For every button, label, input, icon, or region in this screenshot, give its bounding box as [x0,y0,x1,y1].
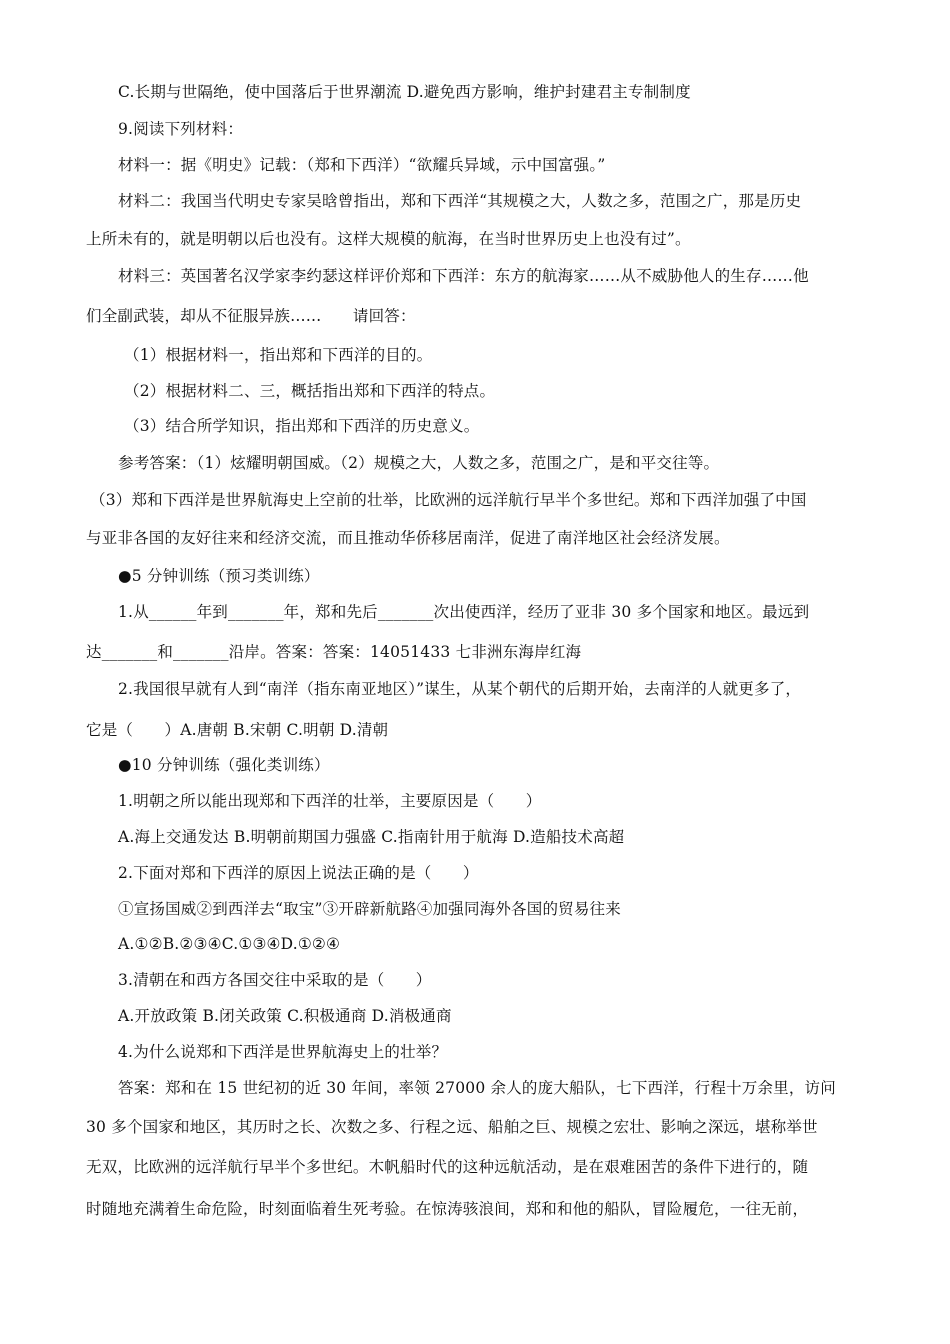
material-3: 材料三：英国著名汉学家李约瑟这样评价郑和下西洋：东方的航海家……从不威胁他人的生存……他 [118,267,809,285]
sub-question-2: （2）根据材料二、三，概括指出郑和下西洋的特点。 [124,382,496,400]
question-1b: 1.明朝之所以能出现郑和下西洋的壮举，主要原因是（ ） [118,792,542,810]
answer-4b: 答案：郑和在 15 世纪初的近 30 年间，率领 27000 余人的庞大船队，七下西洋，行程十万余里，访问 [118,1079,836,1097]
reference-answer-3: （3）郑和下西洋是世界航海史上空前的壮举，比欧洲的远洋航行早半个多世纪。郑和下西洋加强了中国 [90,491,807,509]
question-3b: 3.清朝在和西方各国交往中采取的是（ ） [118,971,432,989]
material-1: 材料一：据《明史》记载：（郑和下西洋）“欲耀兵异域，示中国富强。” [118,156,606,174]
answer-4b-cont-2: 无双，比欧洲的远洋航行早半个多世纪。木帆船时代的这种远航活动，是在艰难困苦的条件下进行的，随 [86,1158,809,1176]
sub-question-1: （1）根据材料一，指出郑和下西洋的目的。 [124,346,433,364]
question-2b: 2.下面对郑和下西洋的原因上说法正确的是（ ） [118,864,479,882]
answer-4b-cont-1: 30 多个国家和地区，其历时之长、次数之多、行程之远、船舶之巨、规模之宏壮、影响之深远，堪称举世 [86,1118,818,1136]
question-4b: 4.为什么说郑和下西洋是世界航海史上的壮举？ [118,1043,448,1061]
question-3b-options: A.开放政策 B.闭关政策 C.积极通商 D.消极通商 [118,1007,452,1025]
sub-question-3: （3）结合所学知识，指出郑和下西洋的历史意义。 [124,417,480,435]
question-1-cont: 达_______和_______沿岸。答案：答案：14051433 七非洲东海岸红海 [86,643,582,661]
section-heading-5min: ●5 分钟训练（预习类训练） [118,567,320,585]
reference-answer: 参考答案：（1）炫耀明朝国威。（2）规模之大，人数之多，范围之广，是和平交往等。 [118,454,720,472]
question-2b-items: ①宣扬国威②到西洋去“取宝”③开辟新航路④加强同海外各国的贸易往来 [118,900,621,918]
question-2b-options: A.①②B.②③④C.①③④D.①②④ [118,935,341,953]
section-heading-10min: ●10 分钟训练（强化类训练） [118,756,330,774]
material-2: 材料二：我国当代明史专家吴晗曾指出，郑和下西洋“其规模之大，人数之多，范围之广，那是历史 [118,192,802,210]
material-2-cont: 上所未有的，就是明朝以后也没有。这样大规模的航海，在当时世界历史上也没有过”。 [86,230,691,248]
reference-answer-3-cont: 与亚非各国的友好往来和经济交流，而且推动华侨移居南洋，促进了南洋地区社会经济发展。 [86,529,730,547]
text-line: C.长期与世隔绝，使中国落后于世界潮流 D.避免西方影响，维护封建君主专制制度 [118,83,691,101]
material-3-cont: 们全副武装，却从不征服异族…… 请回答： [86,307,416,325]
question-9-heading: 9.阅读下列材料： [118,120,244,138]
answer-4b-cont-3: 时随地充满着生命危险，时刻面临着生死考验。在惊涛骇浪间，郑和和他的船队，冒险履危，一往无前， [86,1200,809,1218]
question-2: 2.我国很早就有人到“南洋（指东南亚地区）”谋生，从某个朝代的后期开始，去南洋的人就更多了， [118,680,802,698]
question-1b-options: A.海上交通发达 B.明朝前期国力强盛 C.指南针用于航海 D.造船技术高超 [118,828,625,846]
question-2-cont: 它是（ ）A.唐朝 B.宋朝 C.明朝 D.清朝 [86,721,389,739]
question-1: 1.从______年到_______年，郑和先后_______次出使西洋，经历了亚非 30 多个国家和地区。最远到 [118,603,810,621]
